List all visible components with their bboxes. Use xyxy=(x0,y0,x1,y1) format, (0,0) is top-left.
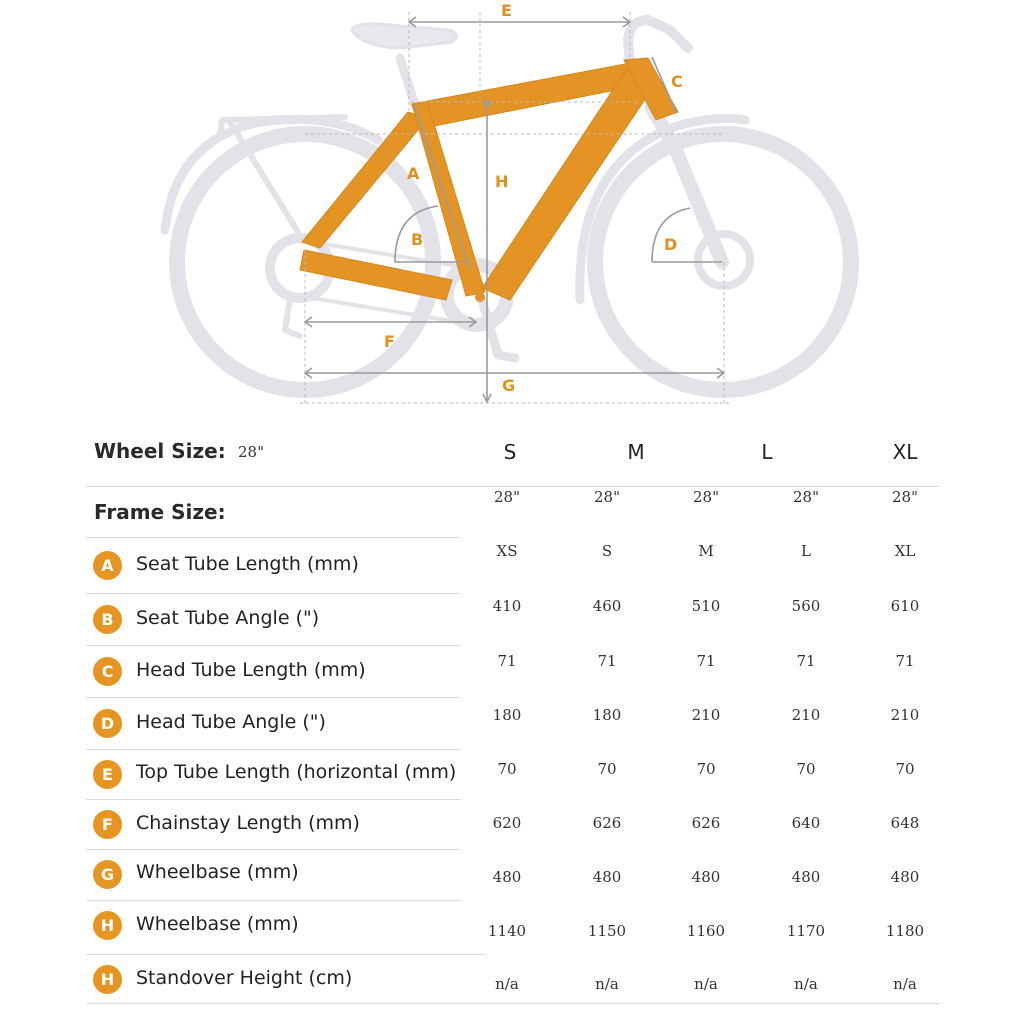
badge-h-2: H xyxy=(93,965,122,994)
value-cell: 180 xyxy=(492,706,522,724)
row-divider xyxy=(86,645,461,646)
dim-label-d: D xyxy=(664,235,678,254)
dimension-lines xyxy=(305,17,724,402)
seatpost xyxy=(400,58,415,105)
derailleur xyxy=(285,298,300,336)
dim-label-h: H xyxy=(495,172,509,191)
value-cell: 460 xyxy=(592,597,622,615)
row-label-wheelbase: Wheelbase (mm) xyxy=(136,861,299,883)
value-cell: 210 xyxy=(691,706,721,724)
dim-label-a: A xyxy=(407,164,420,183)
size-header: XL xyxy=(892,440,918,464)
value-cell: 70 xyxy=(696,760,716,778)
value-cell: 28" xyxy=(693,488,719,506)
dimension-guides xyxy=(300,12,730,405)
badge-c: C xyxy=(93,657,122,686)
badge-e: E xyxy=(93,760,122,789)
row-label-seat-tube-length: Seat Tube Length (mm) xyxy=(136,553,359,575)
value-cell: XS xyxy=(496,542,518,560)
stem-handlebar xyxy=(628,20,688,62)
value-cell: M xyxy=(698,542,714,560)
value-cell: 28" xyxy=(494,488,520,506)
value-cell: 480 xyxy=(492,868,522,886)
value-cell: n/a xyxy=(794,975,818,993)
value-cell: 480 xyxy=(592,868,622,886)
value-cell: S xyxy=(601,542,613,560)
value-cell: 560 xyxy=(791,597,821,615)
value-cell: 71 xyxy=(497,652,517,670)
badge-g: G xyxy=(93,860,122,889)
value-cell: 70 xyxy=(597,760,617,778)
bike-geometry-diagram xyxy=(0,0,1024,415)
value-cell: n/a xyxy=(595,975,619,993)
row-divider xyxy=(86,849,461,850)
wheel-size-label: Wheel Size: xyxy=(94,439,226,463)
value-cell: 180 xyxy=(592,706,622,724)
wheel-size-value: 28" xyxy=(238,443,264,461)
saddle xyxy=(352,24,457,48)
top-tube-node xyxy=(484,100,490,106)
row-divider xyxy=(86,593,461,594)
row-label-head-tube-length: Head Tube Length (mm) xyxy=(136,659,366,681)
value-cell: 480 xyxy=(691,868,721,886)
value-cell: L xyxy=(801,542,811,560)
row-label-wheelbase-2: Wheelbase (mm) xyxy=(136,913,299,935)
row-label-top-tube-length: Top Tube Length (horizontal (mm) xyxy=(136,761,457,783)
badge-b: B xyxy=(93,605,122,634)
value-cell: 70 xyxy=(796,760,816,778)
value-cell: 71 xyxy=(696,652,716,670)
value-cell: 480 xyxy=(791,868,821,886)
row-divider xyxy=(86,537,461,538)
value-cell: 648 xyxy=(890,814,920,832)
value-cell: 626 xyxy=(592,814,622,832)
row-divider xyxy=(86,697,461,698)
value-cell: 640 xyxy=(791,814,821,832)
dim-label-f: F xyxy=(384,332,395,351)
value-cell: 70 xyxy=(497,760,517,778)
value-cell: 210 xyxy=(791,706,821,724)
dim-label-b: B xyxy=(411,230,424,249)
badge-f: F xyxy=(93,810,122,839)
dim-label-g: G xyxy=(502,376,516,395)
size-header: M xyxy=(627,440,645,464)
value-cell: 71 xyxy=(895,652,915,670)
value-cell: 1180 xyxy=(885,922,925,940)
row-label-standover-height: Standover Height (cm) xyxy=(136,967,353,989)
row-divider xyxy=(86,749,461,750)
value-cell: 1140 xyxy=(487,922,527,940)
table-bottom-divider xyxy=(86,1003,940,1004)
dim-label-c: C xyxy=(671,72,683,91)
frame-size-label: Frame Size: xyxy=(94,500,226,524)
value-cell: 71 xyxy=(796,652,816,670)
header-divider xyxy=(86,486,940,487)
value-cell: 620 xyxy=(492,814,522,832)
row-label-seat-tube-angle: Seat Tube Angle (") xyxy=(136,607,320,629)
value-cell: 28" xyxy=(594,488,620,506)
row-divider xyxy=(86,954,486,955)
value-cell: 1160 xyxy=(686,922,726,940)
size-header: L xyxy=(761,440,773,464)
value-cell: 480 xyxy=(890,868,920,886)
size-header: S xyxy=(503,440,517,464)
value-cell: 1170 xyxy=(786,922,826,940)
badge-h: H xyxy=(93,911,122,940)
value-cell: n/a xyxy=(495,975,519,993)
value-cell: n/a xyxy=(694,975,718,993)
value-cell: 626 xyxy=(691,814,721,832)
value-cell: 70 xyxy=(895,760,915,778)
row-label-chainstay-length: Chainstay Length (mm) xyxy=(136,812,360,834)
value-cell: 28" xyxy=(892,488,918,506)
row-label-head-tube-angle: Head Tube Angle (") xyxy=(136,711,326,733)
value-cell: 71 xyxy=(597,652,617,670)
value-cell: XL xyxy=(894,542,916,560)
value-cell: 510 xyxy=(691,597,721,615)
dim-label-e: E xyxy=(501,1,512,20)
value-cell: 28" xyxy=(793,488,819,506)
value-cell: 610 xyxy=(890,597,920,615)
bottom-bracket-dot xyxy=(475,292,485,302)
badge-a: A xyxy=(93,551,122,580)
value-cell: 410 xyxy=(492,597,522,615)
value-cell: n/a xyxy=(893,975,917,993)
value-cell: 210 xyxy=(890,706,920,724)
bike-ghost xyxy=(165,20,851,390)
badge-d: D xyxy=(93,709,122,738)
value-cell: 1150 xyxy=(587,922,627,940)
row-divider xyxy=(86,799,461,800)
row-divider xyxy=(86,900,461,901)
